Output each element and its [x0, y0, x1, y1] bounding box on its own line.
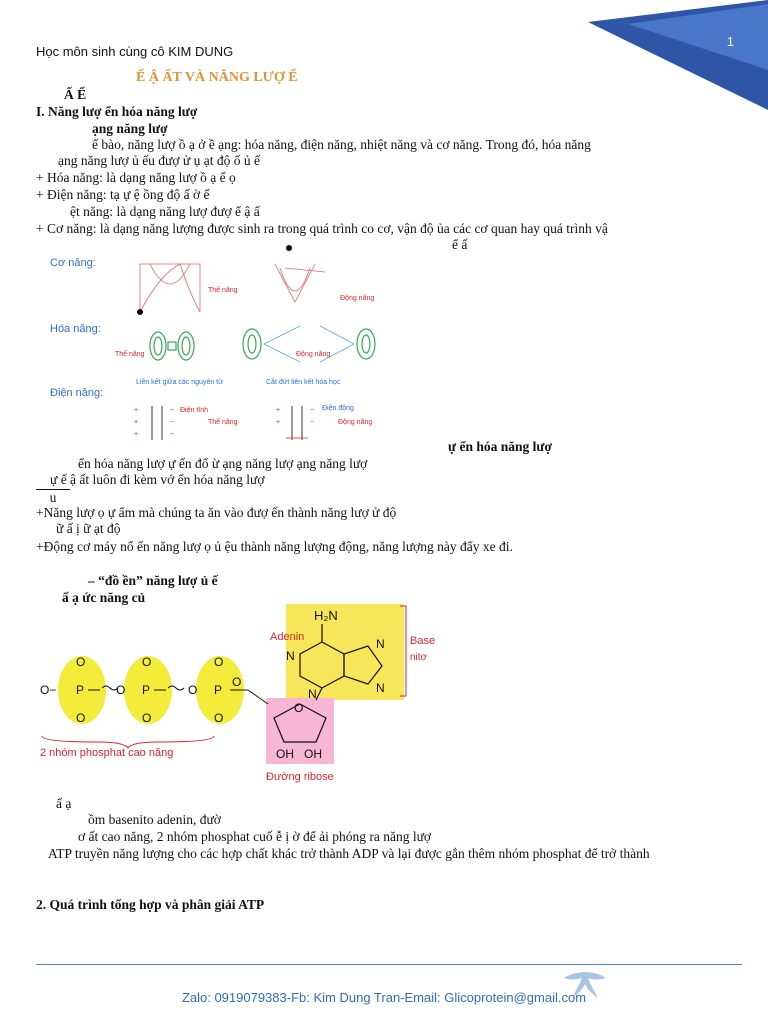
o-atom: O	[294, 701, 304, 715]
corner-decoration	[588, 0, 768, 110]
page-title-line2: Ấ Ế	[64, 87, 87, 102]
energy-forms-diagram	[40, 244, 410, 444]
label-dien-nang: Điện năng:	[50, 387, 104, 399]
o-atom: O	[76, 655, 86, 669]
label-dong-nang-1: Động năng	[340, 295, 375, 302]
atp-text-line2: ồm basenito adenin, đườ	[88, 812, 221, 827]
svg-text:−: −	[170, 407, 175, 414]
example-label: u	[36, 489, 70, 506]
atp-structure-figure	[38, 600, 458, 790]
o-atom: O	[142, 655, 152, 669]
atp-subheading: ấ ạ ức năng củ	[62, 590, 146, 605]
svg-text:+: +	[276, 407, 281, 414]
section2-heading: ự ển hóa năng lượ	[448, 439, 552, 454]
ball-icon	[286, 245, 292, 251]
label-the-nang-2: Thế năng	[115, 351, 145, 358]
label-dien-dong: Điện động	[322, 405, 354, 412]
pendulum-sketch-left	[140, 264, 200, 312]
svg-text:+: +	[134, 431, 139, 438]
o-atom: O	[116, 683, 126, 697]
current-sketch	[276, 407, 314, 426]
label-dong-nang-2: Động năng	[296, 351, 331, 358]
n-atom: N	[308, 687, 317, 701]
label-cat-dut: Cắt đứt liên kết hóa học	[266, 379, 341, 386]
bullet-co-nang-line1: + Cơ năng: là dạng năng lượng được sinh ra trong quá trình co cơ, vận độ ủa các cơ quan hay quá trình vậ	[36, 221, 608, 236]
o-atom: O	[142, 711, 152, 725]
label-lien-ket: Liên kết giữa các nguyên tử	[136, 379, 223, 386]
label-the-nang-1: Thế năng	[208, 287, 238, 294]
svg-text:−: −	[310, 419, 315, 426]
static-charge-sketch	[134, 407, 174, 438]
n-atom: N	[376, 637, 385, 651]
section2-para1: ển hóa năng lượ ự ến đổ ừ ạng năng lượ ạng năng lượ	[78, 456, 368, 471]
nh2-label: H₂N	[314, 608, 338, 623]
section1-subheading: ạng năng lượ	[92, 121, 168, 136]
phosphat-label: 2 nhóm phosphat cao năng	[40, 747, 174, 759]
n-atom: N	[286, 649, 295, 663]
o-atom: O	[188, 683, 198, 697]
label-dien-tinh: Điện tĩnh	[180, 407, 209, 414]
svg-text:−: −	[170, 419, 175, 426]
adenin-label: Adenin	[270, 631, 305, 643]
ribose-label: Đường ribose	[266, 771, 334, 783]
bullet-hoa-nang: + Hóa năng: là dạng năng lượ ồ ạ ế ọ	[36, 170, 236, 185]
page-title-line1: Ế Ậ ẤT VÀ NĂNG LƯỢ Ế	[136, 70, 298, 85]
svg-text:+: +	[276, 419, 281, 426]
p-atom-3: P	[214, 683, 223, 697]
example2: +Động cơ máy nổ ến năng lượ ọ ủ ệu thành năng lượng động, năng lượng này đẩy xe đi.	[36, 539, 513, 554]
n-atom: N	[376, 681, 385, 695]
ball-icon	[137, 309, 143, 315]
o-atom: O	[76, 711, 86, 725]
atp-text-line3: ơ ất cao năng, 2 nhóm phosphat cuố ễ ị ờ để ải phóng ra năng lượ	[78, 829, 432, 844]
svg-text:+: +	[134, 419, 139, 426]
bullet-co-nang-line2: ể ấ	[452, 237, 468, 252]
footer-contact: Zalo: 0919079383-Fb: Kim Dung Tran-Email: Glicoprotein@gmail.com	[181, 990, 587, 1005]
bullet-nhiet-nang: ệt năng: là dạng năng lượ đượ ể ậ ấ	[70, 204, 260, 219]
section1-para-line1: ế bào, năng lượ ồ ạ ở ề ạng: hóa năng, điện năng, nhiệt năng và cơ năng. Trong đó, hóa năng	[92, 137, 591, 152]
svg-text:+: +	[134, 407, 139, 414]
example1-line1: +Năng lượ ọ ự ẩm mà chúng ta ăn vào đượ ến thành năng lượ ử độ	[36, 505, 397, 520]
p-atom-2: P	[142, 683, 151, 697]
p-atom-1: P	[76, 683, 85, 697]
o-atom: O	[214, 655, 224, 669]
atp-text-line4: ATP truyền năng lượng cho các hợp chất khác trở thành ADP và lại được gắn thêm nhóm phosphat để trở thành	[48, 846, 650, 861]
section2-para2: ự ế ậ ất luôn đi kèm vớ ển hóa năng lượ	[50, 472, 265, 487]
example1-line2: ữ ấ ị ữ ạt độ	[56, 521, 121, 536]
label-dong-nang-3: Động năng	[338, 419, 373, 426]
atp-text-line1: ấ ạ	[56, 796, 72, 811]
section4-heading: 2. Quá trình tổng hợp và phân giải ATP	[36, 897, 265, 912]
oh-1: OH	[276, 747, 294, 761]
bullet-dien-nang: + Điện năng: tạ ự ệ ồng độ ấ ờ ế	[36, 187, 210, 202]
svg-text:O−: O−	[40, 683, 57, 697]
svg-text:−: −	[310, 407, 315, 414]
nito-label: nitơ	[410, 652, 428, 663]
footer-divider	[36, 964, 742, 965]
o-atom: O	[214, 711, 224, 725]
section1-para-line2: ạng năng lượ ủ ếu đượ ử ụ ạt độ ố ủ ế	[58, 153, 260, 168]
page-number: 1	[726, 34, 734, 49]
svg-text:−: −	[170, 431, 175, 438]
section1-heading: I. Năng lượ ển hóa năng lượ	[36, 104, 198, 119]
o-atom: O	[232, 675, 242, 689]
label-hoa-nang: Hóa năng:	[50, 323, 101, 335]
label-the-nang-3: Thế năng	[208, 419, 238, 426]
pendulum-sketch-right	[275, 264, 325, 302]
label-co-nang: Cơ năng:	[50, 257, 96, 269]
atp-heading: – “đồ ền” năng lượ ủ ế	[88, 573, 218, 588]
base-label: Base	[410, 635, 436, 647]
teacher-header: Học môn sinh cùng cô KIM DUNG	[36, 44, 234, 59]
molecule-bonded	[150, 332, 194, 360]
oh-2: OH	[304, 747, 322, 761]
